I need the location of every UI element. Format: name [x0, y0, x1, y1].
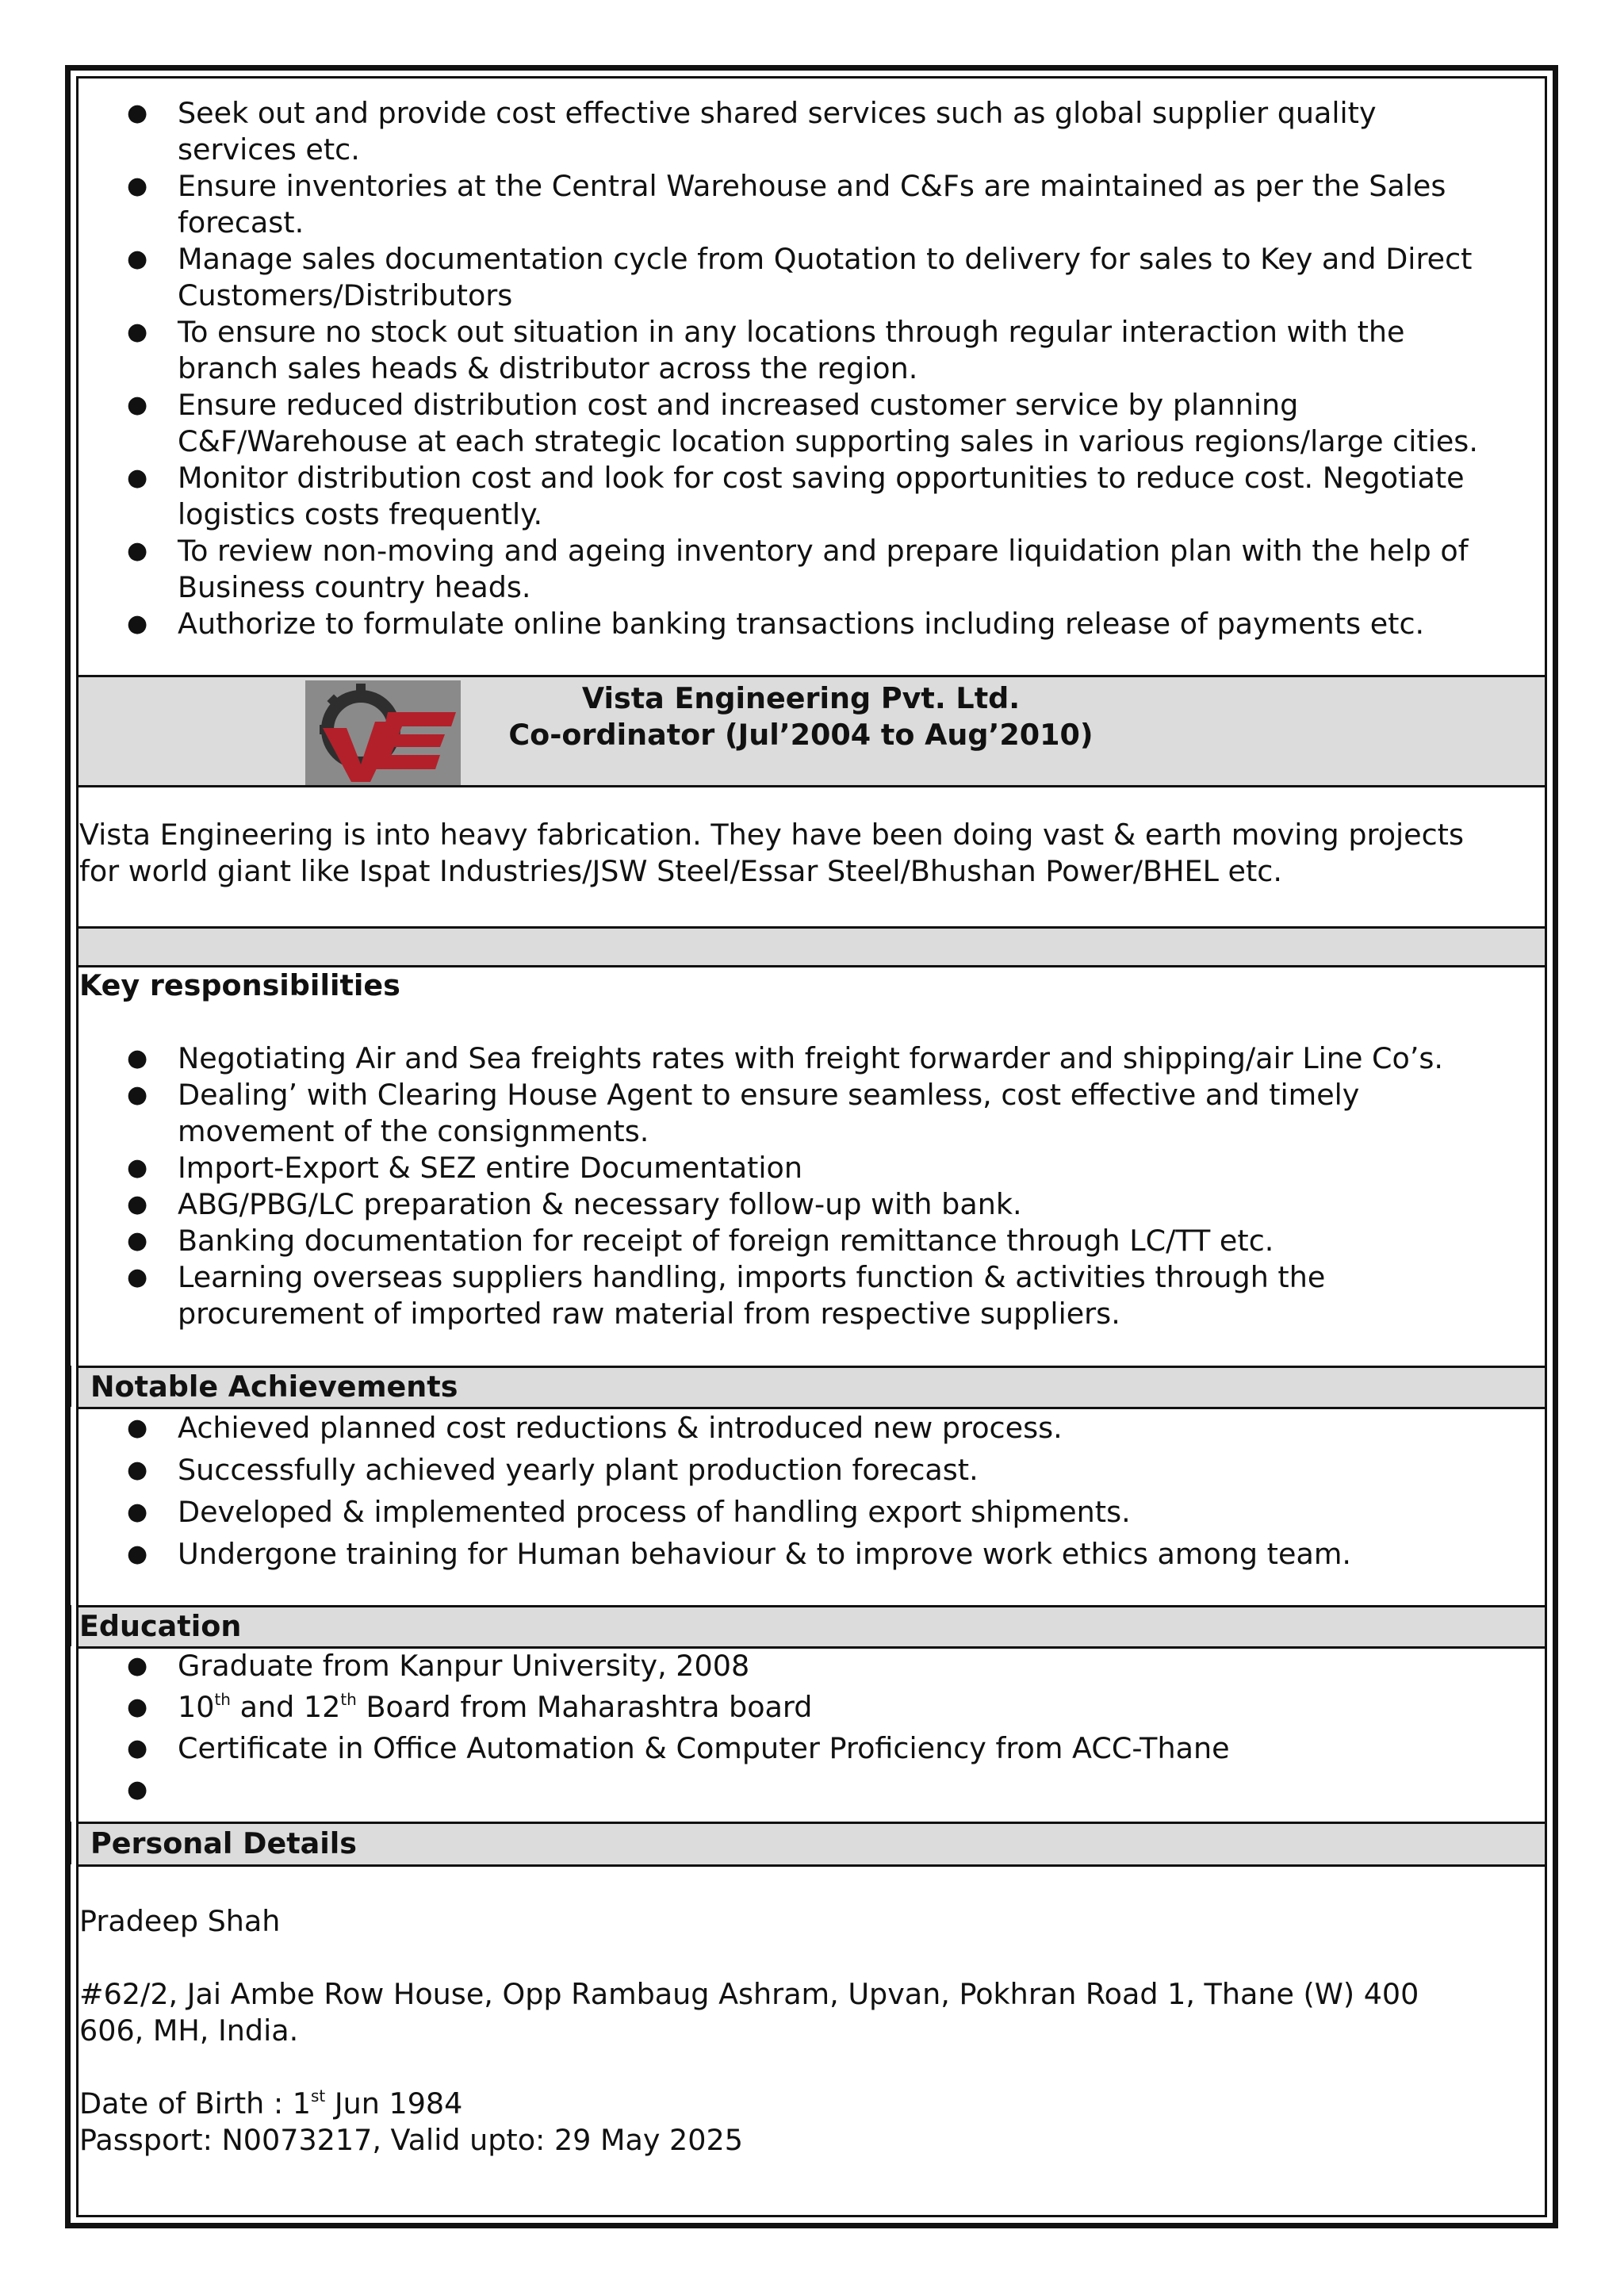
bullet-icon: ● — [127, 1498, 148, 1526]
job-title: Co-ordinator (Jul’2004 to Aug’2010) — [508, 718, 1094, 752]
bullet-icon: ● — [127, 391, 148, 419]
bullet-icon: ● — [127, 1081, 148, 1109]
list-item — [0, 1077, 1443, 1113]
spacer-band — [79, 929, 1545, 965]
list-item: ● 10th and 12th Board from Maharashtra board — [127, 1689, 813, 1724]
list-item-text: To ensure no stock out situation in any locations through regular interaction with the — [178, 315, 1405, 349]
divider — [76, 1407, 1547, 1409]
list-item-text: ABG/PBG/LC preparation & necessary follow-up with bank. — [178, 1187, 1022, 1221]
list-item-text: procurement of imported raw material from respective suppliers. — [178, 1297, 1120, 1331]
list-item-text: Achieved planned cost reductions & introduced new process. — [178, 1411, 1063, 1445]
list-item-text: branch sales heads & distributor across the region. — [178, 351, 918, 385]
list-item-text: Banking documentation for receipt of foreign remittance through LC/TT etc. — [178, 1224, 1274, 1258]
list-item-empty — [0, 1772, 1230, 1808]
list-item — [0, 387, 1478, 423]
list-item-continuation — [0, 351, 1478, 387]
list-item — [0, 460, 1478, 496]
list-item — [0, 1040, 1443, 1077]
list-item-text: Business country heads. — [178, 570, 531, 604]
list-item-text: Undergone training for Human behaviour & to improve work ethics among team. — [178, 1537, 1351, 1571]
bullet-icon: ● — [127, 1190, 148, 1218]
bullet-icon: ● — [127, 1227, 148, 1255]
list-item — [0, 1494, 1351, 1536]
list-item-text: Ensure inventories at the Central Warehouse and C&Fs are maintained as per the Sales — [178, 169, 1446, 203]
list-item — [0, 1223, 1443, 1259]
list-item-text: Seek out and provide cost effective shared services such as global supplier quality — [178, 96, 1377, 130]
date-of-birth: Date of Birth : 1st Jun 1984 — [79, 2086, 463, 2121]
bullet-icon: ● — [127, 1693, 148, 1721]
bullet-icon: ● — [127, 1263, 148, 1291]
bullet-icon: ● — [127, 537, 148, 565]
divider — [76, 1864, 1547, 1867]
list-item-continuation — [0, 132, 1478, 168]
section-heading-key-responsibilities: Key responsibilities — [79, 968, 400, 1002]
list-item-text: Manage sales documentation cycle from Quotation to delivery for sales to Key and Direct — [178, 242, 1473, 276]
section-heading-achievements: Notable Achievements — [90, 1370, 458, 1404]
bullet-icon: ● — [127, 99, 148, 127]
list-item-text: Learning overseas suppliers handling, imports function & activities through the — [178, 1260, 1326, 1294]
responsibilities-list — [0, 1040, 1443, 1332]
bullet-icon: ● — [127, 318, 148, 346]
section-heading-education: Education — [79, 1609, 242, 1643]
list-item-text: Developed & implemented process of handling export shipments. — [178, 1495, 1131, 1529]
duties-list — [0, 95, 1478, 642]
list-item — [0, 533, 1478, 569]
list-item — [0, 168, 1478, 205]
list-item-text: forecast. — [178, 205, 304, 239]
person-name: Pradeep Shah — [79, 1904, 281, 1938]
bullet-icon: ● — [127, 1044, 148, 1072]
list-item-text: C&F/Warehouse at each strategic location supporting sales in various regions/large cities. — [178, 424, 1478, 458]
list-item-continuation — [0, 569, 1478, 606]
list-item — [0, 1150, 1443, 1186]
section-heading-personal: Personal Details — [90, 1826, 358, 1860]
company-name: Vista Engineering Pvt. Ltd. — [581, 681, 1021, 715]
bullet-icon: ● — [127, 1456, 148, 1484]
bullet-icon: ● — [127, 172, 148, 200]
list-item — [0, 1186, 1443, 1223]
company-description-line: for world giant like Ispat Industries/JSW Steel/Essar Steel/Bhushan Power/BHEL etc. — [79, 854, 1282, 888]
section-marker — [65, 1366, 71, 1407]
section-marker — [65, 1822, 71, 1864]
list-item-text: Successfully achieved yearly plant production forecast. — [178, 1453, 979, 1487]
bullet-icon: ● — [127, 1734, 148, 1762]
list-item-continuation — [0, 278, 1478, 314]
achievements-list — [0, 1410, 1351, 1578]
list-item-continuation — [0, 496, 1478, 533]
list-item-text: Authorize to formulate online banking transactions including release of payments etc. — [178, 607, 1425, 641]
list-item — [0, 95, 1478, 132]
list-item-text: movement of the consignments. — [178, 1114, 649, 1148]
list-item-text: Customers/Distributors — [178, 278, 513, 312]
education-header-band — [79, 1607, 1545, 1646]
list-item-text: Ensure reduced distribution cost and increased customer service by planning — [178, 388, 1299, 422]
list-item: ● Graduate from Kanpur University, 2008 — [127, 1649, 750, 1683]
list-item-text: Negotiating Air and Sea freights rates with freight forwarder and shipping/air Line Co’s. — [178, 1041, 1444, 1075]
bullet-icon: ● — [127, 1776, 148, 1803]
bullet-icon: ● — [127, 610, 148, 638]
list-item-continuation — [0, 1296, 1443, 1332]
address-line: #62/2, Jai Ambe Row House, Opp Rambaug Ashram, Upvan, Pokhran Road 1, Thane (W) 400 — [79, 1977, 1419, 2011]
list-item-continuation — [0, 205, 1478, 241]
list-item — [0, 1410, 1351, 1452]
bullet-icon: ● — [127, 1540, 148, 1568]
list-item — [0, 1452, 1351, 1494]
list-item — [0, 1536, 1351, 1578]
bullet-icon: ● — [127, 1414, 148, 1442]
divider — [76, 785, 1547, 787]
bullet-icon: ● — [127, 1154, 148, 1182]
list-item — [0, 606, 1478, 642]
company-description-line: Vista Engineering is into heavy fabrication. They have been doing vast & earth moving projects — [79, 818, 1465, 852]
bullet-icon: ● — [127, 245, 148, 273]
list-item-continuation — [0, 423, 1478, 460]
list-item-text: To review non-moving and ageing inventory and prepare liquidation plan with the help of — [178, 534, 1469, 568]
list-item-text: Import-Export & SEZ entire Documentation — [178, 1151, 802, 1185]
list-item — [0, 314, 1478, 351]
company-logo — [305, 680, 461, 787]
bullet-icon: ● — [127, 464, 148, 492]
list-item-text: Dealing’ with Clearing House Agent to ensure seamless, cost effective and timely — [178, 1078, 1360, 1112]
passport-details: Passport: N0073217, Valid upto: 29 May 2025 — [79, 2123, 743, 2157]
education-list — [0, 1648, 1230, 1808]
list-item — [0, 241, 1478, 278]
list-item-text: Monitor distribution cost and look for cost saving opportunities to reduce cost. Negotiate — [178, 461, 1465, 495]
list-item-text: logistics costs frequently. — [178, 497, 543, 531]
list-item — [0, 1259, 1443, 1296]
list-item: ● Certificate in Office Automation & Computer Proficiency from ACC-Thane — [127, 1731, 1230, 1765]
list-item-continuation — [0, 1113, 1443, 1150]
address-line: 606, MH, India. — [79, 2013, 299, 2048]
bullet-icon: ● — [127, 1652, 148, 1680]
section-marker — [65, 1605, 71, 1646]
list-item-text: services etc. — [178, 132, 360, 167]
